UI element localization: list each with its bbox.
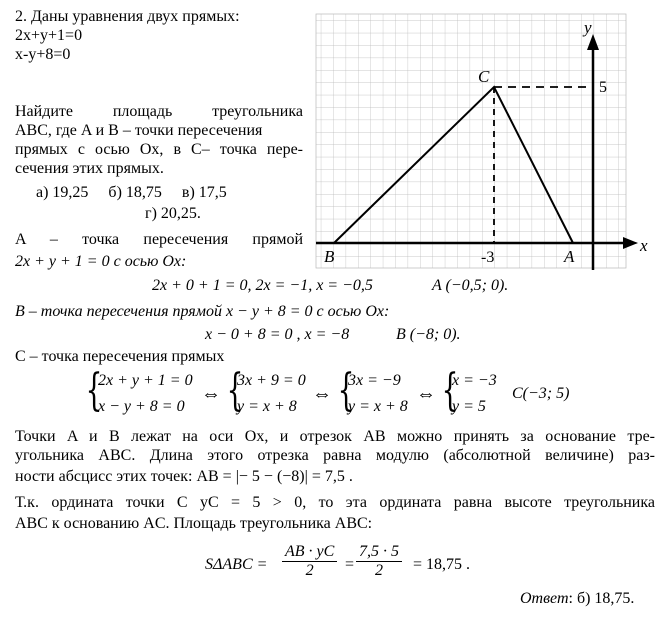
task-line-3: прямых с осью Ox, в C– точка пере- [15,141,303,158]
area-fraction-1-denominator: 2 [305,562,314,579]
system-2-top: 3x + 9 = 0 [237,372,306,389]
answer-options-line-1: а) 19,25 б) 18,75 в) 17,5 [36,184,227,201]
tick-label-5: 5 [599,79,607,96]
system-4-brace: { [441,365,459,416]
system-4-bottom: y = 5 [452,398,486,415]
solution-b-calc: x − 0 + 8 = 0 , x = −8 [205,326,350,343]
final-answer-value: : б) 18,75. [568,590,635,607]
area-fraction-2 [356,543,402,580]
ab-paragraph-line-2: угольника ABC. Длина этого отрезка равна модулю (абсолютной величине) раз- [15,447,655,464]
system-3-bottom: y = x + 8 [348,398,408,415]
equivalence-arrow-3: ⇔ [416,383,436,405]
task-line-2: ABC, где A и B – точки пересечения [15,122,263,139]
solution-b-line: B – точка пересечения прямой x − y + 8 = 0 с осью Ox: [15,303,390,320]
final-answer-label: Ответ [520,590,569,607]
system-1-bottom: x − y + 8 = 0 [98,398,185,415]
system-3-brace: { [337,365,355,416]
ab-paragraph-line-1: Точки A и B лежат на оси Ox, и отрезок AB можно принять за основание тре- [15,428,655,445]
height-paragraph-line-2: ABC к основанию AC. Площадь треугольника ABC: [15,515,373,532]
area-fraction-1-numerator: AB · yC [282,543,337,562]
area-equals: = [345,556,355,573]
system-1-brace: { [85,365,103,416]
solution-a-line-2: 2x + y + 1 = 0 с осью Ox: [15,253,187,270]
x-axis-arrow [623,237,638,249]
system-4-top: x = −3 [452,372,497,389]
system-2-bottom: y = x + 8 [237,398,297,415]
triangle-graph [296,8,668,270]
area-fraction-1 [282,543,337,580]
x-axis-label: x [640,236,648,255]
equation-1: 2x+y+1=0 [15,27,83,44]
grid-background [316,14,626,268]
solution-a-point: A (−0,5; 0). [432,277,509,294]
area-fraction-2-numerator: 7,5 · 5 [356,543,402,562]
point-c-label: C [478,67,490,86]
answer-options-line-2: г) 20,25. [145,205,201,222]
equivalence-arrow-2: ⇔ [312,383,332,405]
solution-b-point: B (−8; 0). [396,326,461,343]
task-line-1: Найдите площадь треугольника [15,103,303,120]
equation-2: x-y+8=0 [15,46,71,63]
final-answer [520,590,634,608]
equivalence-arrow-1: ⇔ [201,383,221,405]
y-axis-label: y [584,18,592,37]
area-fraction-2-denominator: 2 [375,562,383,579]
tick-label-minus-3: -3 [481,249,495,266]
height-paragraph-line-1: Т.к. ордината точки C yC = 5 > 0, то эта ордината равна высоте треугольника [15,494,655,511]
ab-paragraph-line-3: ности абсцисс этих точек: AB = |− 5 − (−8)| = 7,5 . [15,468,353,485]
solution-c-line: C – точка пересечения прямых [15,348,225,365]
task-line-4: сечения этих прямых. [15,160,164,177]
system-2-brace: { [226,365,244,416]
solution-a-calc: 2x + 0 + 1 = 0, 2x = −1, x = −0,5 [152,277,373,294]
area-lhs: SΔABC = [205,556,268,573]
point-b-label: B [324,247,335,266]
system-3-top: 3x = −9 [348,372,401,389]
point-a-label: A [564,247,575,266]
problem-title: 2. Даны уравнения двух прямых: [15,8,240,25]
solution-a-line-1: A – точка пересечения прямой [15,231,303,248]
point-c-result: C(−3; 5) [512,385,570,402]
area-result: = 18,75 . [413,556,471,573]
system-1-top: 2x + y + 1 = 0 [98,372,193,389]
